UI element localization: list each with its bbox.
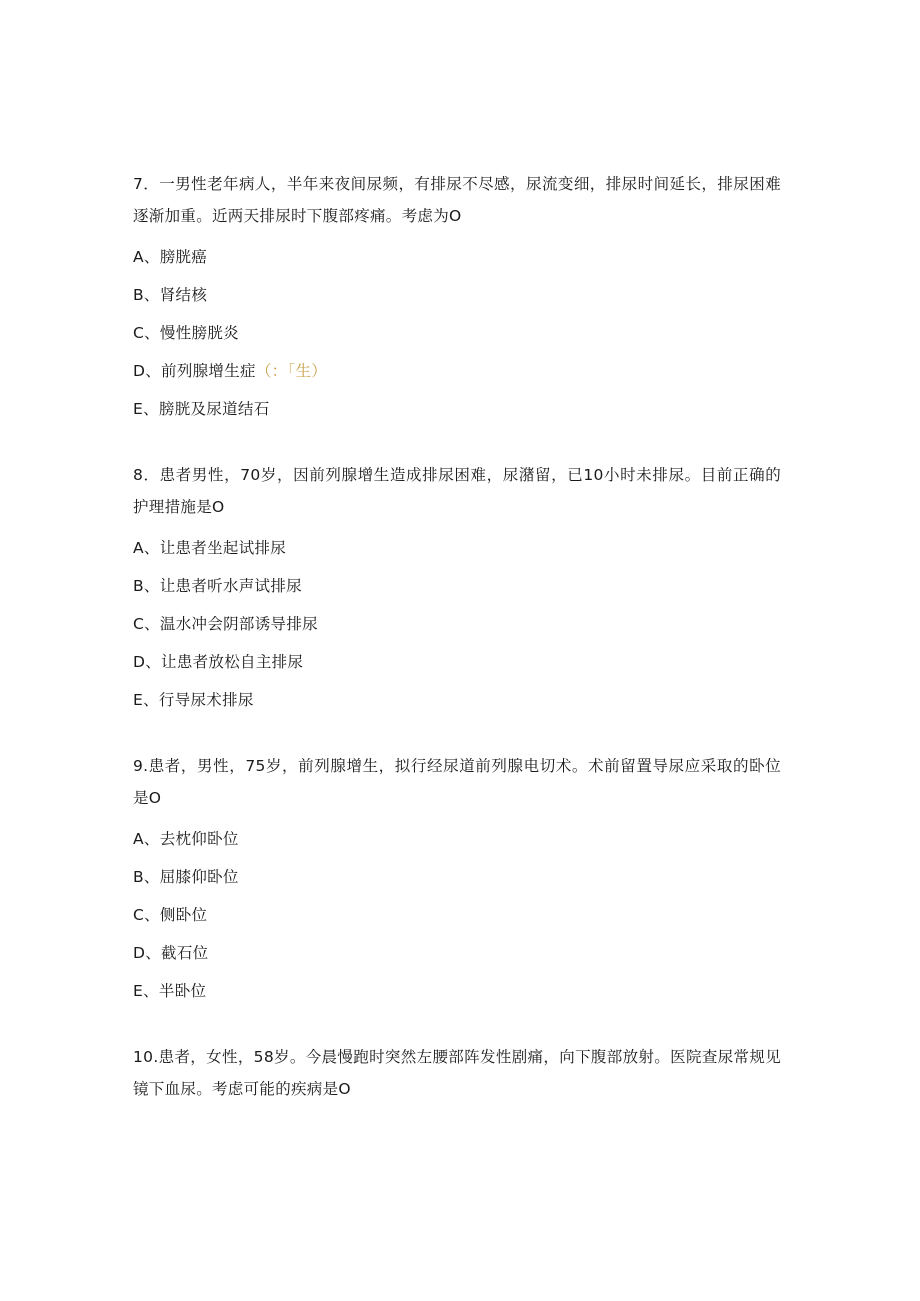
handwritten-annotation: （：「生） <box>255 362 328 380</box>
option-list <box>133 238 781 428</box>
option-e <box>133 390 781 428</box>
option-c <box>133 896 781 934</box>
option-d <box>133 934 781 972</box>
option-e <box>133 681 781 719</box>
option-text: D、让患者放松自主排尿 <box>133 653 304 671</box>
option-text: E、膀胱及尿道结石 <box>133 400 270 418</box>
option-b <box>133 567 781 605</box>
option-text: E、半卧位 <box>133 982 207 1000</box>
option-list <box>133 529 781 719</box>
option-e <box>133 972 781 1010</box>
option-text: D、前列腺增生症 <box>133 362 256 380</box>
option-a <box>133 238 781 276</box>
option-text: A、让患者坐起试排尿 <box>133 539 287 557</box>
option-c <box>133 605 781 643</box>
question-9 <box>133 750 781 1010</box>
option-b <box>133 858 781 896</box>
option-a <box>133 529 781 567</box>
question-stem: 10.患者，女性，58岁。今晨慢跑时突然左腰部阵发性剧痛，向下腹部放射。医院查尿常规见镜下血尿。考虑可能的疾病是O <box>133 1048 781 1098</box>
question-stem: 9.患者，男性，75岁，前列腺增生，拟行经尿道前列腺电切术。术前留置导尿应采取的卧位是O <box>133 757 781 807</box>
option-text: B、让患者听水声试排尿 <box>133 577 302 595</box>
option-text: A、去枕仰卧位 <box>133 830 239 848</box>
option-text: C、侧卧位 <box>133 906 208 924</box>
option-c <box>133 314 781 352</box>
option-text: D、截石位 <box>133 944 209 962</box>
question-8 <box>133 459 781 719</box>
option-b <box>133 276 781 314</box>
option-text: C、温水冲会阴部诱导排尿 <box>133 615 318 633</box>
question-stem: 7．一男性老年病人，半年来夜间尿频，有排尿不尽感，尿流变细，排尿时间延长，排尿困难逐渐加重。近两天排尿时下腹部疼痛。考虑为O <box>133 175 781 225</box>
question-stem: 8．患者男性，70岁，因前列腺增生造成排尿困难，尿潴留，已10小时未排尿。目前正确的护理措施是O <box>133 466 781 516</box>
question-7 <box>133 168 781 428</box>
option-text: C、慢性膀胱炎 <box>133 324 239 342</box>
option-text: E、行导尿术排尿 <box>133 691 254 709</box>
option-text: A、膀胱癌 <box>133 248 208 266</box>
option-d <box>133 643 781 681</box>
option-a <box>133 820 781 858</box>
option-d <box>133 352 781 390</box>
option-list <box>133 820 781 1010</box>
option-text: B、屈膝仰卧位 <box>133 868 239 886</box>
question-10 <box>133 1041 781 1105</box>
option-text: B、肾结核 <box>133 286 208 304</box>
